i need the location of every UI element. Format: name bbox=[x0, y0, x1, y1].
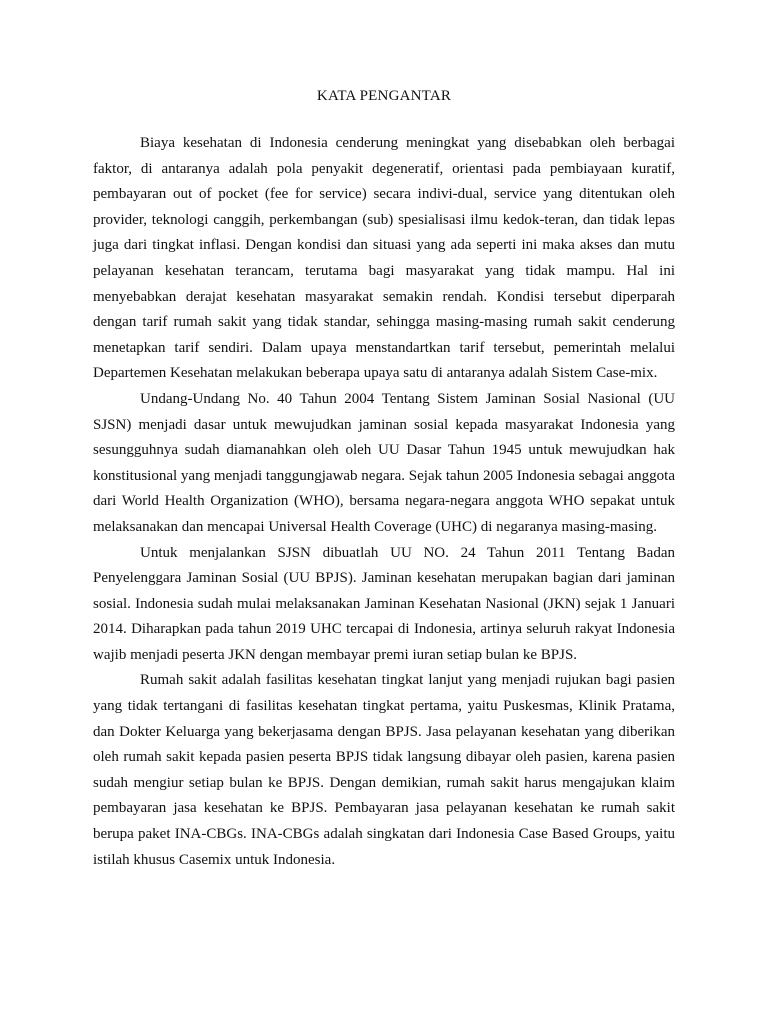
paragraph-1: Biaya kesehatan di Indonesia cenderung meningkat yang disebabkan oleh berbagai faktor, di antaranya adalah pola penyakit degeneratif, orientasi pada pembiayaan kuratif, pembayaran out of pocket (fee for service) secara indivi-dual, service yang ditentukan oleh provider, teknologi canggih, perkembangan (sub) spesialisasi ilmu kedok-teran, dan tidak lepas juga dari tingkat inflasi. Dengan kondisi dan situasi yang ada seperti ini maka akses dan mutu pelayanan kesehatan terancam, terutama bagi masyarakat yang tidak mampu. Hal ini menyebabkan derajat kesehatan masyarakat semakin rendah. Kondisi tersebut diperparah dengan tarif rumah sakit yang tidak standar, sehingga masing-masing rumah sakit cenderung menetapkan tarif sendiri. Dalam upaya menstandartkan tarif tersebut, pemerintah melalui Departemen Kesehatan melakukan beberapa upaya satu di antaranya adalah Sistem Case-mix. bbox=[93, 135, 675, 382]
document-body bbox=[93, 131, 675, 873]
paragraph-4: Rumah sakit adalah fasilitas kesehatan tingkat lanjut yang menjadi rujukan bagi pasien yang tidak tertangani di fasilitas kesehatan tingkat pertama, yaitu Puskesmas, Klinik Pratama, dan Dokter Keluarga yang bekerjasama dengan BPJS. Jasa pelayanan kesehatan yang diberikan oleh rumah sakit kepada pasien peserta BPJS tidak langsung dibayar oleh pasien, karena pasien sudah mengiur setiap bulan ke BPJS. Dengan demikian, rumah sakit harus mengajukan klaim pembayaran jasa kesehatan ke BPJS. Pembayaran jasa pelayanan kesehatan ke rumah sakit berupa paket INA-CBGs. INA-CBGs adalah singkatan dari Indonesia Case Based Groups, yaitu istilah khusus Casemix untuk Indonesia. bbox=[93, 672, 675, 868]
paragraph-2: Undang-Undang No. 40 Tahun 2004 Tentang Sistem Jaminan Sosial Nasional (UU SJSN) menjadi dasar untuk mewujudkan jaminan sosial kepada masyarakat Indonesia yang sesungguhnya sudah diamanahkan oleh oleh UU Dasar Tahun 1945 untuk mewujudkan hak konstitusional yang menjadi tanggungjawab negara. Sejak tahun 2005 Indonesia sebagai anggota dari World Health Organization (WHO), bersama negara-negara anggota WHO sepakat untuk melaksanakan dan mencapai Universal Health Coverage (UHC) di negaranya masing-masing. bbox=[93, 390, 675, 535]
paragraph-3: Untuk menjalankan SJSN dibuatlah UU NO. 24 Tahun 2011 Tentang Badan Penyelenggara Jaminan Sosial (UU BPJS). Jaminan kesehatan merupakan bagian dari jaminan sosial. Indonesia sudah mulai melaksanakan Jaminan Kesehatan Nasional (JKN) sejak 1 Januari 2014. Diharapkan pada tahun 2019 UHC tercapai di Indonesia, artinya seluruh rakyat Indonesia wajib menjadi peserta JKN dengan membayar premi iuran setiap bulan ke BPJS. bbox=[93, 544, 675, 663]
page-title: KATA PENGANTAR bbox=[316, 88, 452, 104]
